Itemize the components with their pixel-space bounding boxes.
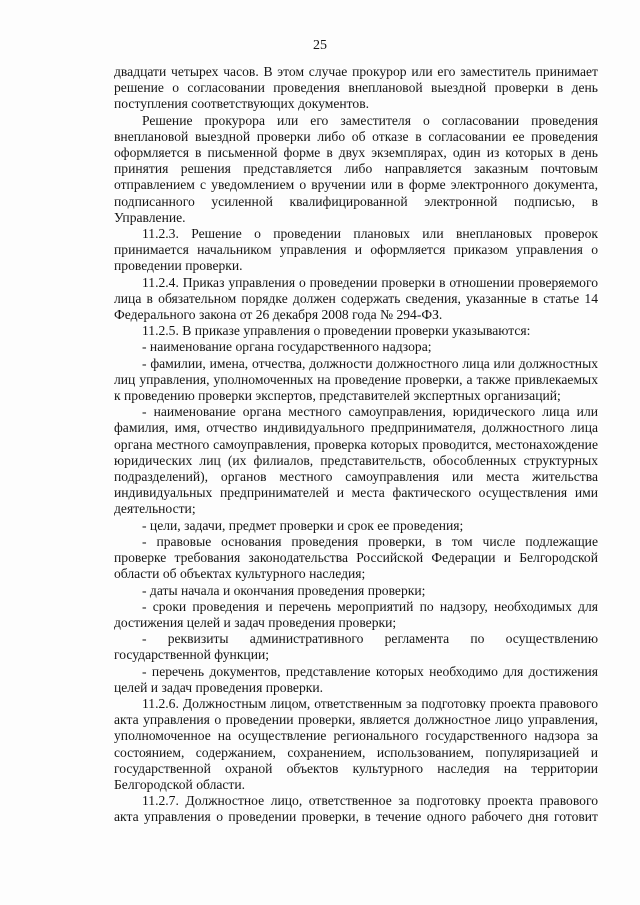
list-item-documents: - перечень документов, представление которых необходимо для достижения целей и задач проведения проверки. — [114, 663, 598, 695]
list-item-measures: - сроки проведения и перечень мероприятий по надзору, необходимых для достижения целей и задач проведения проверки; — [114, 598, 598, 630]
paragraph-prosecutor-decision: Решение прокурора или его заместителя о согласовании проведения внеплановой выездной проверки либо об отказе в согласовании ее проведения оформляется в письменной форме в двух экземплярах, один из которых в день принятия решения представляется либо направляется заказным почтовым отправлением с уведомлением о вручении или в форме электронного документа, подписанного усиленной квалифицированной электронной подписью, в Управление. — [114, 112, 598, 225]
paragraph-continuation: двадцати четырех часов. В этом случае прокурор или его заместитель принимает решение о согласовании проведения внеплановой выездной проверки в день поступления соответствующих документов. — [114, 64, 598, 112]
paragraph-11-2-3: 11.2.3. Решение о проведении плановых или внеплановых проверок принимается начальником управления и оформляется приказом управления о проведении проверки. — [114, 226, 598, 274]
paragraph-11-2-5: 11.2.5. В приказе управления о проведении проверки указываются: — [142, 323, 531, 339]
list-item-inspected-entity: - наименование органа местного самоуправления, юридического лица или фамилия, имя, отчество индивидуального предпринимателя, должностного лица органа местного самоуправления, проверка которых проводится, местонахождение юридических лиц (их филиалов, представительств, обособленных структурных подразделений), органов местного самоуправления или места жительства индивидуальных предпринимателей и места фактического осуществления ими деятельности; — [114, 404, 598, 517]
list-item-dates: - даты начала и окончания проведения проверки; — [142, 582, 426, 598]
paragraph-11-2-6: 11.2.6. Должностным лицом, ответственным за подготовку проекта правового акта управления о проведении проверки, является должностное лицо управления, уполномоченное на осуществление регионального государственного надзора за состоянием, содержанием, сохранением, использованием, популяризацией и государственной охраной объектов культурного наследия на территории Белгородской области. — [114, 695, 598, 792]
list-item-supervision-body: - наименование органа государственного надзора; — [142, 339, 432, 355]
list-item-officials: - фамилии, имена, отчества, должности должностного лица или должностных лиц управления, уполномоченных на проведение проверки, а также привлекаемых к проведению проверки экспертов, представителей экспертных организаций; — [114, 355, 598, 404]
document-body — [114, 64, 598, 826]
list-item-goals: - цели, задачи, предмет проверки и срок ее проведения; — [142, 517, 464, 533]
list-item-legal-grounds: - правовые основания проведения проверки, в том числе подлежащие проверке требования законодательства Российской Федерации и Белгородской области об объектах культурного наследия; — [114, 533, 598, 582]
paragraph-11-2-4: 11.2.4. Приказ управления о проведении проверки в отношении проверяемого лица в обязательном порядке должен содержать сведения, указанные в статье 14 Федерального закона от 26 декабря 2008 года № 294-ФЗ. — [114, 274, 598, 323]
paragraph-11-2-7: 11.2.7. Должностное лицо, ответственное за подготовку проекта правового акта управления о проведении проверки, в течение одного рабочего дня готовит — [114, 793, 598, 825]
page-number: 25 — [313, 38, 327, 53]
list-item-regulation: - реквизиты административного регламента по осуществлению государственной функции; — [114, 631, 598, 663]
